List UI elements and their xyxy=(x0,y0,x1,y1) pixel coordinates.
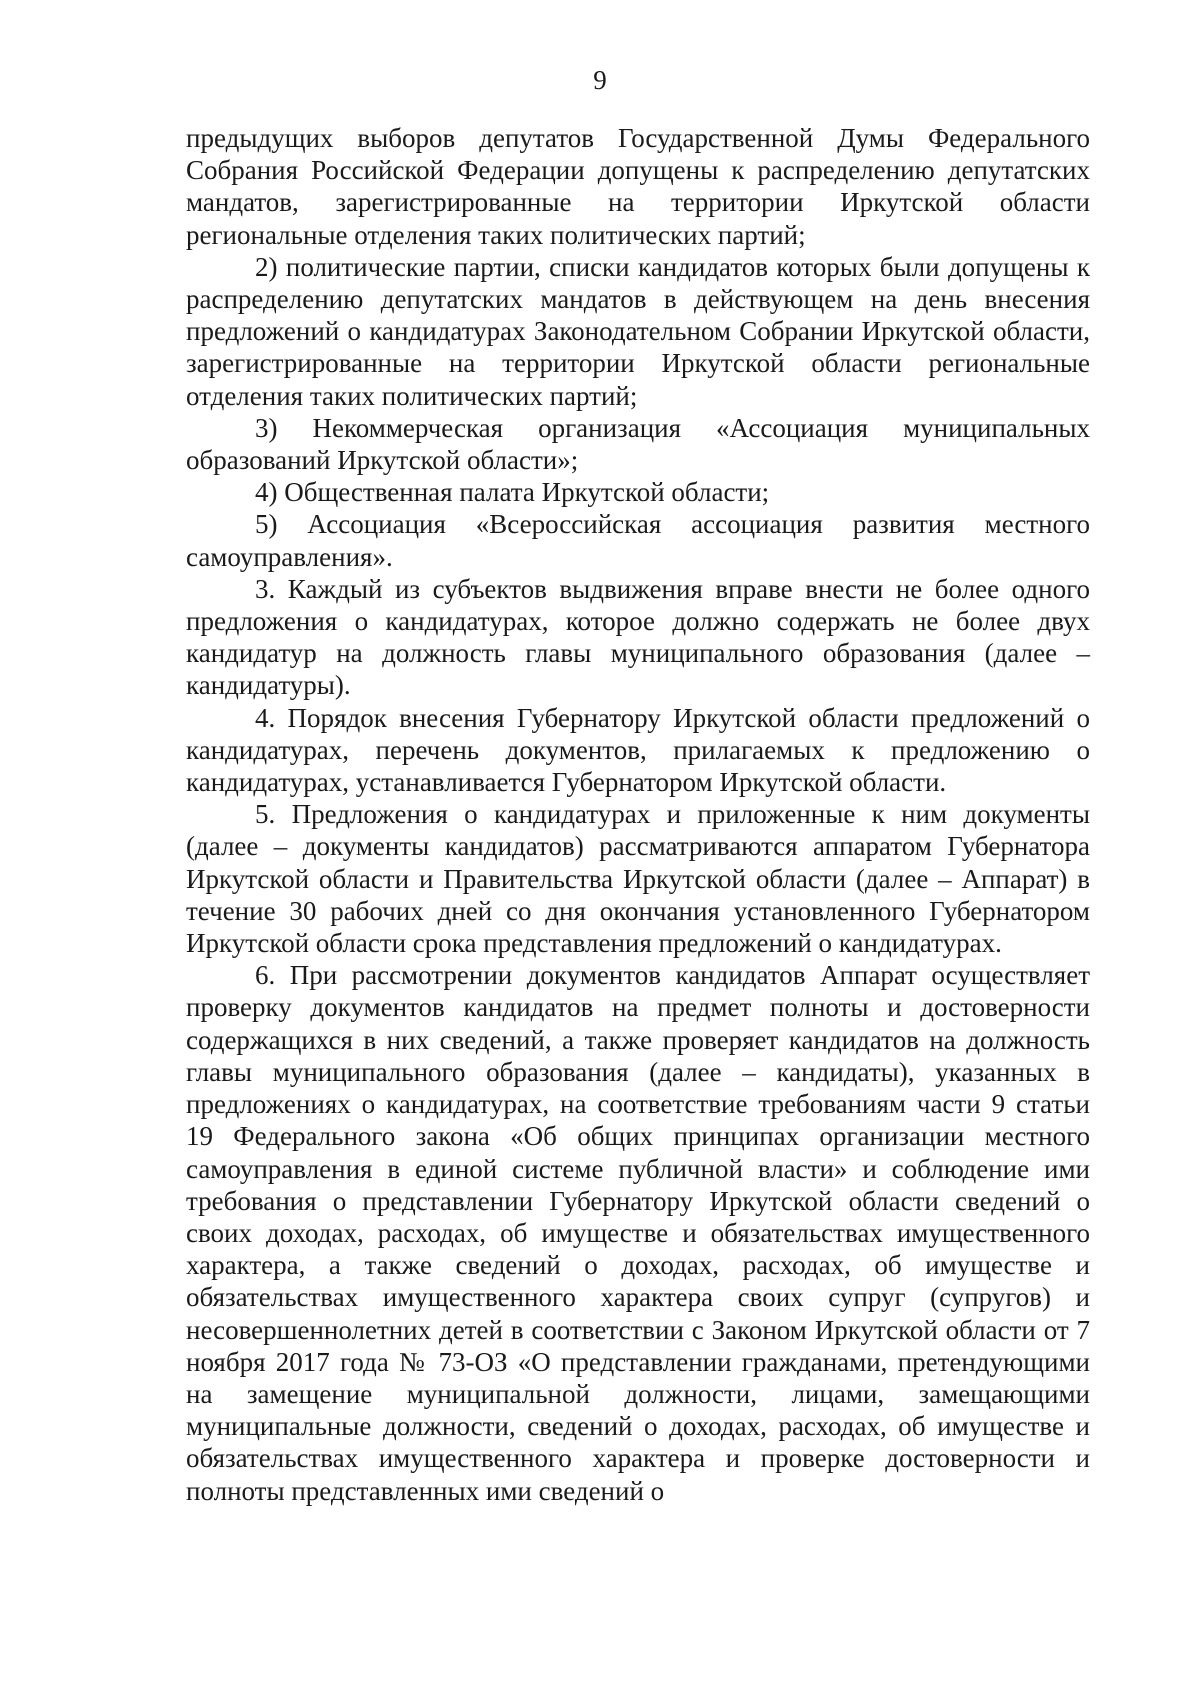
paragraph-item-5: 5) Ассоциация «Всероссийская ассоциация развития местного самоуправления». xyxy=(186,509,1090,572)
paragraph-item-3: 3) Некоммерческая организация «Ассоциация муниципальных образований Иркутской области»; xyxy=(186,412,1090,476)
document-body xyxy=(186,122,1090,1507)
paragraph-section-3: 3. Каждый из субъектов выдвижения вправе внести не более одного предложения о кандидатурах, которое должно содержать не более двух кандидатур на должность главы муниципального образования (далее – кандидатуры). xyxy=(186,573,1090,701)
page-number: 9 xyxy=(593,65,607,95)
paragraph-item-4: 4) Общественная палата Иркутской области; xyxy=(255,477,770,508)
paragraph-section-5: 5. Предложения о кандидатурах и приложенные к ним документы (далее – документы кандидатов) рассматриваются аппаратом Губернатора Иркутской области и Правительства Иркутской области (далее – Аппарат) в течение 30 рабочих дней со дня окончания установленного Губернатором Иркутской области срока представления предложений о кандидатурах. xyxy=(186,799,1090,959)
paragraph-continuation: предыдущих выборов депутатов Государственной Думы Федерального Собрания Российской Федерации допущены к распределению депутатских мандатов, зарегистрированные на территории Иркутской области региональные отделения таких политических партий; xyxy=(186,123,1090,250)
paragraph-section-4: 4. Порядок внесения Губернатору Иркутской области предложений о кандидатурах, перечень документов, прилагаемых к предложению о кандидатурах, устанавливается Губернатором Иркутской области. xyxy=(186,702,1090,798)
paragraph-section-6: 6. При рассмотрении документов кандидатов Аппарат осуществляет проверку документов кандидатов на предмет полноты и достоверности содержащихся в них сведений, а также проверяет кандидатов на должность главы муниципального образования (далее – кандидаты), указанных в предложениях о кандидатурах, на соответствие требованиям части 9 статьи 19 Федерального закона «Об общих принципах организации местного самоуправления в единой системе публичной власти» и соблюдение ими требования о представлении Губернатору Иркутской области сведений о своих доходах, расходах, об имуществе и обязательствах имущественного характера, а также сведений о доходах, расходах, об имуществе и обязательствах имущественного характера своих супруг (супругов) и несовершеннолетних детей в соответствии с Законом Иркутской области от 7 ноября 2017 года № 73-ОЗ «О представлении гражданами, претендующими на замещение муниципальной должности, лицами, замещающими муниципальные должности, сведений о доходах, расходах, об имуществе и обязательствах имущественного характера и проверке достоверности и полноты представленных ими сведений о xyxy=(186,960,1090,1506)
paragraph-item-2: 2) политические партии, списки кандидатов которых были допущены к распределению депутатских мандатов в действующем на день внесения предложений о кандидатурах Законодательном Собрании Иркутской области, зарегистрированные на территории Иркутской области региональные отделения таких политических партий; xyxy=(186,251,1090,411)
